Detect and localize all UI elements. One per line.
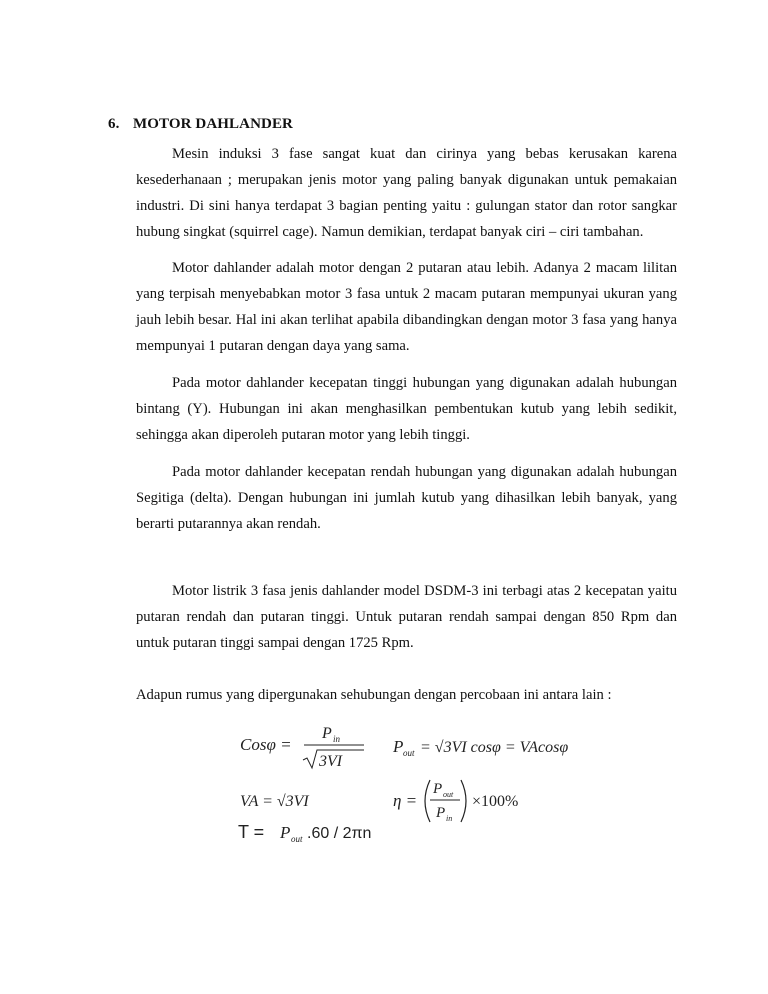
- formula-intro: Adapun rumus yang dipergunakan sehubungan dengan percobaan ini antara lain :: [136, 687, 612, 703]
- eta-denominator: P: [436, 805, 446, 821]
- section-number: 6.: [108, 116, 120, 132]
- formula-block: [230, 718, 570, 848]
- section-heading: [108, 116, 293, 133]
- torque-rhs: .60 / 2πn: [307, 825, 372, 842]
- va-formula: VA = √3VI: [240, 793, 309, 810]
- formula-va: [240, 793, 309, 810]
- cos-denominator: 3VI: [319, 753, 343, 770]
- cos-numerator-sub: in: [333, 734, 341, 744]
- eta-lhs: η =: [393, 791, 418, 810]
- pout-lhs: P: [393, 737, 404, 756]
- formula-efficiency: [393, 780, 518, 823]
- paragraph-1: Mesin induksi 3 fase sangat kuat dan cirinya yang bebas kerusakan karena kesederhanaan ; merupakan jenis motor yang paling banyak digunakan untuk pemakaian industri. Di sini hanya terdapat 3 bagian penting yaitu : gulungan stator dan rotor sangkar hubung singkat (squirrel cage). Namun demikian, terdapat banyak ciri – ciri tambahan.: [136, 146, 677, 240]
- cos-numerator: P: [322, 725, 332, 742]
- paragraph-4: Pada motor dahlander kecepatan rendah hubungan yang digunakan adalah hubungan Segitiga (delta). Dengan hubungan ini jumlah kutub yang dihasilkan lebih banyak, yang berarti putarannya akan rendah.: [136, 464, 677, 532]
- right-paren-icon: [461, 780, 466, 822]
- formula-torque: [238, 822, 371, 844]
- pout-rhs: = √3VI cosφ = VAcosφ: [420, 739, 569, 756]
- formula-cos-phi: [240, 725, 364, 770]
- paragraph-3: Pada motor dahlander kecepatan tinggi hubungan yang digunakan adalah hubungan bintang (Y). Hubungan ini akan menghasilkan pembentukan kutub yang lebih sedikit, sehingga akan diperoleh putaran motor yang lebih tinggi.: [136, 375, 677, 443]
- section-title: MOTOR DAHLANDER: [133, 116, 293, 132]
- torque-lhs: T =: [238, 822, 265, 842]
- paragraph-2: Motor dahlander adalah motor dengan 2 putaran atau lebih. Adanya 2 macam lilitan yang terpisah menyebabkan motor 3 fasa untuk 2 macam putaran mempunyai ukuran yang jauh lebih besar. Hal ini akan terlihat apabila dibandingkan dengan motor 3 fasa yang hanya mempunyai 1 putaran dengan daya yang sama.: [136, 260, 677, 354]
- cos-lhs: Cosφ =: [240, 735, 292, 754]
- eta-numerator: P: [433, 781, 443, 797]
- pout-sub: out: [403, 748, 415, 758]
- eta-numerator-sub: out: [443, 790, 454, 799]
- formula-p-out: [392, 737, 568, 758]
- torque-sub: out: [291, 834, 303, 844]
- left-paren-icon: [425, 780, 430, 822]
- torque-p: P: [280, 823, 291, 842]
- paragraph-5: Motor listrik 3 fasa jenis dahlander model DSDM-3 ini terbagi atas 2 kecepatan yaitu putaran rendah dan putaran tinggi. Untuk putaran rendah sampai dengan 850 Rpm dan untuk putaran tinggi sampai dengan 1725 Rpm.: [136, 583, 677, 651]
- eta-tail: ×100%: [472, 793, 519, 810]
- eta-denominator-sub: in: [446, 814, 453, 823]
